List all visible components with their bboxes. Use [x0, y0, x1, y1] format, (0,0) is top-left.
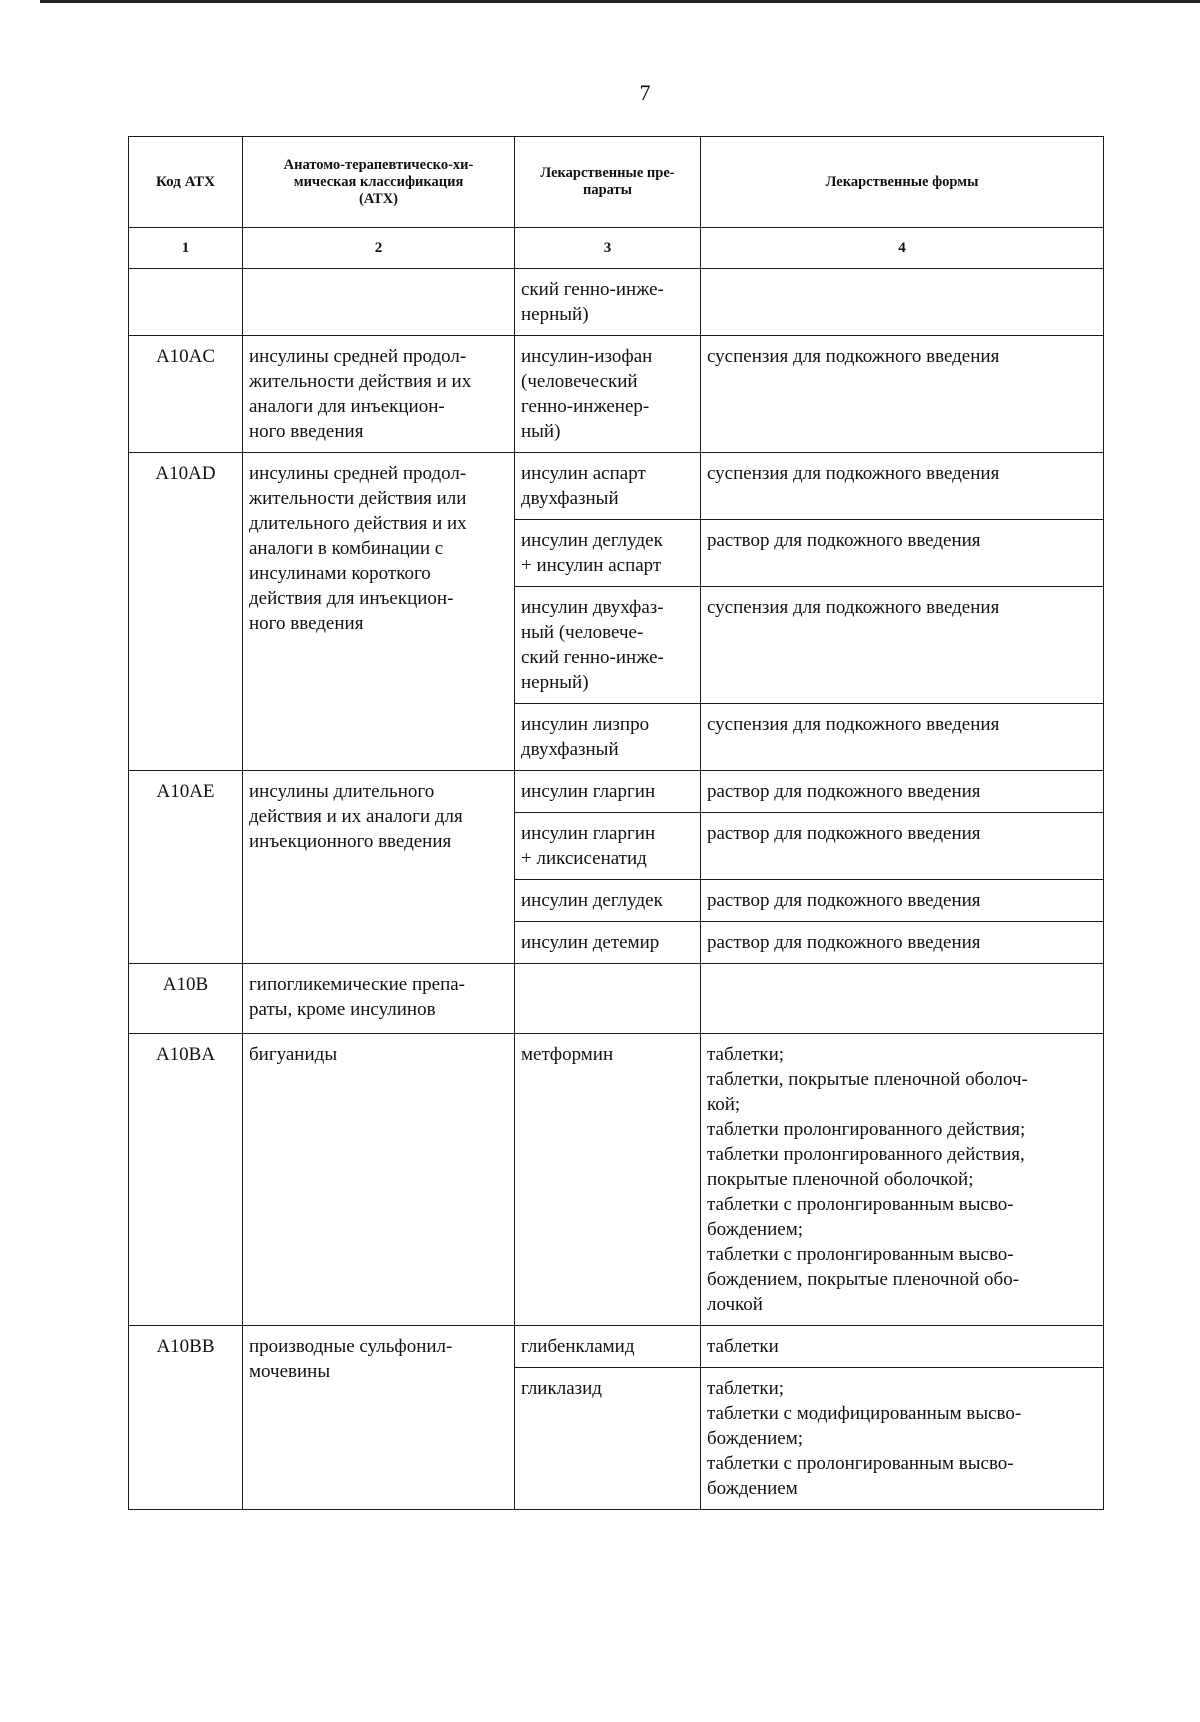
drug-cell: инсулин двухфаз- ный (человече- ский генно-инже- нерный) — [515, 587, 701, 704]
classification-cell: инсулины средней продол- жительности действия или длительного действия и их аналоги в комбинации с инсулинами короткого действия для инъекцион- ного введения — [243, 453, 515, 771]
atc-drug-table — [128, 136, 1104, 1510]
drug-cell: инсулин деглудек + инсулин аспарт — [515, 520, 701, 587]
continuation-classification — [243, 269, 515, 336]
dosage-form-cell — [701, 964, 1104, 1034]
page-top-rule — [40, 0, 1200, 3]
dosage-form-cell: таблетки; таблетки, покрытые пленочной оболоч- кой; таблетки пролонгированного действия; таблетки пролонгированного действия, покрытые пленочной оболочкой; таблетки с пролонгированным высво- бождением; таблетки с пролонгированным высво- бождением, покрытые пленочной обо- лочкой — [701, 1034, 1104, 1326]
dosage-form-cell: раствор для подкожного введения — [701, 880, 1104, 922]
drug-cell: инсулин гларгин + ликсисенатид — [515, 813, 701, 880]
header-classification: Анатомо-терапевтическо-хи- мическая классификация (АТХ) — [243, 137, 515, 228]
classification-cell: инсулины длительного действия и их аналоги для инъекционного введения — [243, 771, 515, 964]
classification-cell: бигуаниды — [243, 1034, 515, 1326]
column-number-2: 2 — [243, 228, 515, 269]
continuation-form — [701, 269, 1104, 336]
drug-cell: глибенкламид — [515, 1326, 701, 1368]
continuation-row — [129, 269, 1104, 336]
header-row — [129, 137, 1104, 228]
drug-cell: инсулин аспарт двухфазный — [515, 453, 701, 520]
header-forms: Лекарственные формы — [701, 137, 1104, 228]
classification-cell: гипогликемические препа- раты, кроме инсулинов — [243, 964, 515, 1034]
classification-cell: производные сульфонил- мочевины — [243, 1326, 515, 1510]
dosage-form-cell: раствор для подкожного введения — [701, 771, 1104, 813]
dosage-form-cell: суспензия для подкожного введения — [701, 587, 1104, 704]
drug-cell: инсулин лизпро двухфазный — [515, 704, 701, 771]
header-code: Код АТХ — [129, 137, 243, 228]
drug-cell: гликлазид — [515, 1368, 701, 1510]
dosage-form-cell: раствор для подкожного введения — [701, 813, 1104, 880]
dosage-form-cell: раствор для подкожного введения — [701, 520, 1104, 587]
drug-cell: инсулин-изофан (человеческий генно-инженер- ный) — [515, 336, 701, 453]
dosage-form-cell: таблетки — [701, 1326, 1104, 1368]
drug-cell: метформин — [515, 1034, 701, 1326]
column-number-row — [129, 228, 1104, 269]
drug-cell: инсулин гларгин — [515, 771, 701, 813]
atc-code-cell: A10AE — [129, 771, 243, 964]
drug-cell: инсулин деглудек — [515, 880, 701, 922]
dosage-form-cell: суспензия для подкожного введения — [701, 704, 1104, 771]
column-number-4: 4 — [701, 228, 1104, 269]
table-row — [129, 1034, 1104, 1326]
atc-code-cell: A10BB — [129, 1326, 243, 1510]
atc-code-cell: A10AC — [129, 336, 243, 453]
atc-code-cell: A10B — [129, 964, 243, 1034]
dosage-form-cell: суспензия для подкожного введения — [701, 336, 1104, 453]
dosage-form-cell: суспензия для подкожного введения — [701, 453, 1104, 520]
header-drugs: Лекарственные пре- параты — [515, 137, 701, 228]
table-row — [129, 771, 1104, 813]
drug-cell: инсулин детемир — [515, 922, 701, 964]
table-body — [129, 269, 1104, 1510]
page-number: 7 — [639, 80, 651, 105]
table-row — [129, 964, 1104, 1034]
continuation-drug: ский генно-инже- нерный) — [515, 269, 701, 336]
table-row — [129, 453, 1104, 520]
column-number-1: 1 — [129, 228, 243, 269]
drug-cell — [515, 964, 701, 1034]
atc-code-cell: A10BA — [129, 1034, 243, 1326]
classification-cell: инсулины средней продол- жительности действия и их аналоги для инъекцион- ного введения — [243, 336, 515, 453]
table-row — [129, 1326, 1104, 1368]
continuation-code — [129, 269, 243, 336]
column-number-3: 3 — [515, 228, 701, 269]
dosage-form-cell: таблетки; таблетки с модифицированным высво- бождением; таблетки с пролонгированным высво- бождением — [701, 1368, 1104, 1510]
dosage-form-cell: раствор для подкожного введения — [701, 922, 1104, 964]
table-row — [129, 336, 1104, 453]
atc-code-cell: A10AD — [129, 453, 243, 771]
